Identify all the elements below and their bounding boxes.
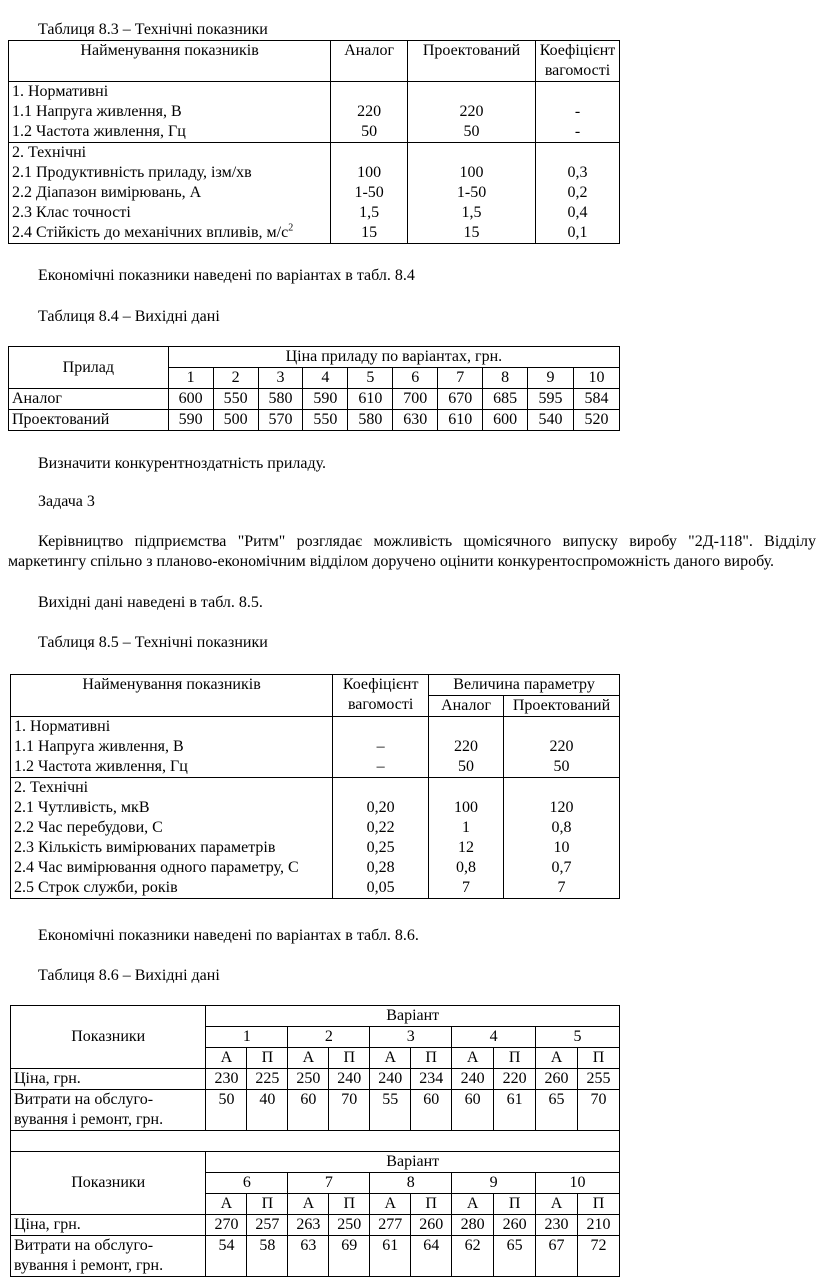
t83-cell: 50 (463, 123, 480, 140)
table-row (11, 1215, 620, 1236)
t83-group2-analog: 100 1-50 1,5 15 (331, 143, 408, 244)
t84-cell: 600 (168, 389, 213, 410)
t86-sub-analog: А (452, 1194, 494, 1215)
t83-cell: 220 (357, 103, 382, 120)
t85-row-name: 2.2 Час перебудови, С (14, 819, 163, 836)
t84-cell: 540 (528, 410, 574, 431)
t86-cell: 225 (247, 1069, 288, 1090)
paragraph-determine: Визначити конкурентноздатність приладу. (38, 455, 327, 472)
t84-cell: 610 (438, 410, 483, 431)
t86-cell: 220 (494, 1069, 536, 1090)
t86-cell: 263 (288, 1215, 329, 1236)
t85-header-analog: Аналог (429, 696, 504, 717)
t83-header-coef: Коефіцієнт вагомості (536, 41, 620, 82)
t86-cell: 280 (452, 1215, 494, 1236)
t86-variant: 1 (206, 1027, 288, 1048)
t86-sub-project: П (411, 1194, 452, 1215)
t85-group2-title: 2. Технічні (14, 779, 89, 796)
t83-cell: - (574, 123, 581, 140)
paragraph-economic-1: Економічні показники наведені по варіантах в табл. 8.4 (38, 267, 415, 284)
table-8-6 (10, 1005, 620, 1277)
t84-cell: 610 (348, 389, 393, 410)
table-8-4-caption: Таблиця 8.4 – Вихідні дані (38, 308, 220, 325)
table-8-5-caption: Таблиця 8.5 – Технічні показники (38, 634, 268, 651)
t84-row-label: Проектований (9, 410, 169, 431)
t86-cell: 240 (329, 1069, 370, 1090)
t83-row-name: 2.1 Продуктивність приладу, ізм/хв (12, 164, 252, 181)
t84-cell: 700 (393, 389, 438, 410)
t85-row-name: 1.1 Напруга живлення, В (14, 738, 184, 755)
t86-header-left: Показники (11, 1152, 206, 1215)
t86-sub-analog: А (452, 1048, 494, 1069)
t86-cell: 230 (206, 1069, 247, 1090)
t83-header-project: Проектований (408, 41, 536, 82)
t86-sub-project: П (494, 1194, 536, 1215)
t86-cell: 234 (411, 1069, 452, 1090)
t86-cell: 257 (247, 1215, 288, 1236)
t85-row-name: 2.5 Строк служби, років (14, 879, 178, 896)
t86-variant: 3 (370, 1027, 452, 1048)
t86-sub-project: П (494, 1048, 536, 1069)
t84-variant: 7 (438, 368, 483, 389)
t86-cell: 64 (411, 1236, 452, 1277)
t85-row-name: 2.4 Час вимірювання одного параметру, С (14, 859, 299, 876)
t86-cell: 255 (578, 1069, 620, 1090)
t84-cell: 520 (574, 410, 620, 431)
table-8-4 (8, 346, 620, 431)
t84-variant: 1 (168, 368, 213, 389)
t86-sub-project: П (247, 1048, 288, 1069)
t86-cell: 210 (578, 1215, 620, 1236)
t85-group2-project: 120 0,8 10 0,7 7 (504, 778, 620, 899)
t86-sub-project: П (578, 1048, 620, 1069)
t86-variant: 8 (370, 1173, 452, 1194)
t85-row-name: 1.2 Частота живлення, Гц (14, 758, 188, 775)
t86-cell: 40 (247, 1090, 288, 1131)
paragraph-task-3: Керівництво підприємства "Ритм" розглядає можливість щомісячного випуску виробу "2Д-118". Відділу маркетингу спільно з планово-економічним відділом доручено оцінити конкурентоспроможність даного виробу. (8, 533, 816, 570)
t86-cell: 72 (578, 1236, 620, 1277)
t83-cell: - (574, 103, 581, 120)
t83-row-name: 1.2 Частота живлення, Гц (12, 123, 186, 140)
t86-sub-analog: А (288, 1194, 329, 1215)
t86-sub-project: П (329, 1194, 370, 1215)
t84-variant: 3 (258, 368, 303, 389)
t84-variant: 10 (574, 368, 620, 389)
t86-variant: 2 (288, 1027, 370, 1048)
table-8-5 (10, 674, 620, 899)
t84-cell: 584 (574, 389, 620, 410)
t84-cell: 590 (168, 410, 213, 431)
t86-cell: 50 (206, 1090, 247, 1131)
t84-cell: 580 (348, 410, 393, 431)
t84-variant: 8 (483, 368, 528, 389)
t84-variant: 6 (393, 368, 438, 389)
t86-cell: 70 (329, 1090, 370, 1131)
t84-header-group: Ціна приладу по варіантах, грн. (168, 347, 619, 368)
t86-sub-analog: А (288, 1048, 329, 1069)
t85-group1-project: 220 50 (504, 717, 620, 778)
t84-cell: 550 (303, 410, 348, 431)
t86-cell: 277 (370, 1215, 411, 1236)
t86-sub-analog: А (370, 1194, 411, 1215)
t86-sub-project: П (411, 1048, 452, 1069)
t86-cell: 240 (370, 1069, 411, 1090)
t85-group1-analog: 220 50 (429, 717, 504, 778)
t84-cell: 685 (483, 389, 528, 410)
t86-sub-analog: А (536, 1048, 578, 1069)
t85-group2-coef: 0,20 0,22 0,25 0,28 0,05 (333, 778, 429, 899)
t84-cell: 670 (438, 389, 483, 410)
t86-cell: 260 (536, 1069, 578, 1090)
t83-group1-project (408, 82, 536, 143)
t83-row-name: 2.4 Стійкість до механічних впливів, $м/с^2$ (12, 222, 294, 241)
paragraph-economic-2: Економічні показники наведені по варіантах в табл. 8.6. (38, 927, 419, 944)
t86-variant: 10 (536, 1173, 620, 1194)
t86-sub-project: П (247, 1194, 288, 1215)
table-8-6-caption: Таблиця 8.6 – Вихідні дані (38, 967, 220, 984)
t86-separator (11, 1131, 620, 1152)
t84-row-label: Аналог (9, 389, 169, 410)
task-heading: Задача 3 (38, 493, 95, 510)
t86-price-label: Ціна, грн. (11, 1069, 206, 1090)
t85-group2-names (11, 778, 333, 899)
t86-cell: 230 (536, 1215, 578, 1236)
t86-cell: 70 (578, 1090, 620, 1131)
t86-sub-analog: А (206, 1048, 247, 1069)
table-8-3-caption: Таблиця 8.3 – Технічні показники (38, 21, 268, 38)
t83-row-name: 2.3 Клас точності (12, 204, 131, 221)
table-row (9, 389, 620, 410)
t86-cell: 270 (206, 1215, 247, 1236)
t86-variant: 5 (536, 1027, 620, 1048)
t86-cell: 63 (288, 1236, 329, 1277)
t86-cell: 260 (411, 1215, 452, 1236)
t86-cell: 250 (329, 1215, 370, 1236)
t86-variant: 6 (206, 1173, 288, 1194)
t85-header-name: Найменування показників (11, 675, 333, 717)
t83-group1-analog (331, 82, 408, 143)
table-row (11, 1090, 620, 1131)
t83-cell: 50 (361, 123, 378, 140)
t86-cell: 61 (370, 1236, 411, 1277)
t86-sub-analog: А (536, 1194, 578, 1215)
t86-cell: 65 (536, 1090, 578, 1131)
t86-cell: 62 (452, 1236, 494, 1277)
t86-cell: 67 (536, 1236, 578, 1277)
t86-cell: 250 (288, 1069, 329, 1090)
t86-sub-project: П (329, 1048, 370, 1069)
t86-cell: 54 (206, 1236, 247, 1277)
t84-cell: 630 (393, 410, 438, 431)
t85-header-group: Величина параметру (429, 675, 620, 696)
t85-group2-analog: 100 1 12 0,8 7 (429, 778, 504, 899)
t86-cell: 65 (494, 1236, 536, 1277)
t86-cell: 240 (452, 1069, 494, 1090)
t86-sub-project: П (578, 1194, 620, 1215)
t86-cost-label: Витрати на обслуго- вування і ремонт, грн. (11, 1236, 206, 1277)
table-row (11, 1069, 620, 1090)
t84-cell: 580 (258, 389, 303, 410)
table-8-3 (8, 40, 620, 244)
t83-row-name: 2.2 Діапазон вимірювань, А (12, 184, 202, 201)
t86-cell: 69 (329, 1236, 370, 1277)
t84-cell: 600 (483, 410, 528, 431)
t86-header-left: Показники (11, 1006, 206, 1069)
t84-cell: 590 (303, 389, 348, 410)
t86-cost-label: Витрати на обслуго- вування і ремонт, грн. (11, 1090, 206, 1131)
t83-cell: 220 (459, 103, 484, 120)
t86-variant: 4 (452, 1027, 536, 1048)
t83-group1-coef (536, 82, 620, 143)
t83-group1-names (9, 82, 331, 143)
t86-variant: 7 (288, 1173, 370, 1194)
t84-cell: 595 (528, 389, 574, 410)
t86-price-label: Ціна, грн. (11, 1215, 206, 1236)
t86-cell: 60 (288, 1090, 329, 1131)
t84-header-left: Прилад (9, 347, 169, 389)
t86-cell: 61 (494, 1090, 536, 1131)
t84-cell: 570 (258, 410, 303, 431)
t84-variant: 5 (348, 368, 393, 389)
t85-header-project: Проектований (504, 696, 620, 717)
t86-cell: 60 (411, 1090, 452, 1131)
t83-group2-title: 2. Технічні (12, 144, 87, 161)
t85-group1-title: 1. Нормативні (14, 718, 111, 735)
t86-cell: 58 (247, 1236, 288, 1277)
table-row (11, 1236, 620, 1277)
paragraph-source: Вихідні дані наведені в табл. 8.5. (38, 594, 263, 611)
table-row (9, 410, 620, 431)
t86-cell: 55 (370, 1090, 411, 1131)
t86-header-variant: Варіант (206, 1006, 620, 1027)
t84-variant: 4 (303, 368, 348, 389)
t83-group2-coef: 0,3 0,2 0,4 0,1 (536, 143, 620, 244)
t85-row-name: 2.1 Чутливість, мкВ (14, 799, 150, 816)
t84-cell: 500 (213, 410, 258, 431)
t86-cell: 60 (452, 1090, 494, 1131)
t86-sub-analog: А (370, 1048, 411, 1069)
t84-variant: 9 (528, 368, 574, 389)
t84-cell: 550 (213, 389, 258, 410)
t83-group2-names (9, 143, 331, 244)
t85-group1-names (11, 717, 333, 778)
t83-header-analog: Аналог (331, 41, 408, 82)
t83-header-name: Найменування показників (9, 41, 331, 82)
t85-header-coef: Коефіцієнт вагомості (333, 675, 429, 717)
t83-group1-title: 1. Нормативні (12, 83, 109, 100)
t86-variant: 9 (452, 1173, 536, 1194)
t83-group2-project: 100 1-50 1,5 15 (408, 143, 536, 244)
t83-row-name: 1.1 Напруга живлення, В (12, 103, 182, 120)
t86-header-variant: Варіант (206, 1152, 620, 1173)
t86-cell: 260 (494, 1215, 536, 1236)
t85-group1-coef: – – (333, 717, 429, 778)
t85-row-name: 2.3 Кількість вимірюваних параметрів (14, 839, 276, 856)
t86-sub-analog: А (206, 1194, 247, 1215)
t84-variant: 2 (213, 368, 258, 389)
